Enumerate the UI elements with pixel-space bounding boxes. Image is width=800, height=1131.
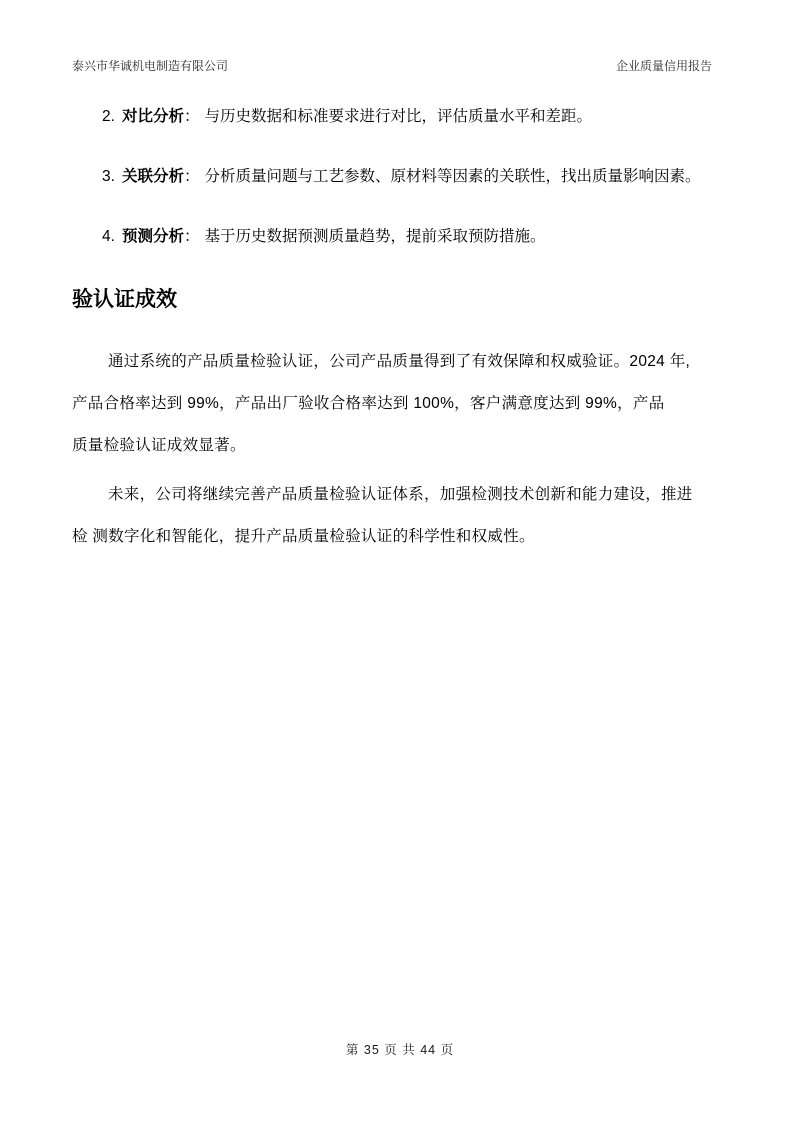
paragraph-future-plans [72,474,712,558]
list-item-correlation-analysis [72,167,712,186]
list-item-number: 3. [102,168,115,185]
page-header [72,58,712,74]
list-item-text: 分析质量问题与工艺参数、原材料等因素的关联性，找出质量影响因素。 [204,168,701,185]
list-item-separator: ： [183,168,200,185]
header-report-title: 企业质量信用报告 [615,59,712,73]
list-item-label: 对比分析 [121,108,184,125]
list-item-comparative-analysis [72,107,712,126]
list-item-predictive-analysis [72,227,712,246]
list-item-separator: ： [183,228,200,245]
list-item-text: 基于历史数据预测质量趋势，提前采取预防措施。 [204,228,546,245]
page-number-indicator: 第 35 页 共 44 页 [345,1043,455,1057]
paragraph-line: 检 测数字化和智能化，提升产品质量检验认证的科学性和权威性。 [72,528,535,545]
page-footer [0,1041,800,1059]
list-item-label: 关联分析 [121,168,184,185]
paragraph-line: 未来，公司将继续完善产品质量检验认证体系，加强检测技术创新和能力建设，推进 [108,486,693,503]
paragraph-line: 产品合格率达到 99%，产品出厂验收合格率达到 100%，客户满意度达到 99%，产品 [72,395,665,412]
paragraph-line: 通过系统的产品质量检验认证，公司产品质量得到了有效保障和权威验证。2024 年, [108,353,691,370]
paragraph-line: 质量检验认证成效显著。 [72,437,246,454]
list-item-number: 4. [102,228,115,245]
list-item-number: 2. [102,108,115,125]
list-item-text: 与历史数据和标准要求进行对比，评估质量水平和差距。 [204,108,592,125]
section-heading: 验认证成效 [72,288,177,311]
list-item-separator: ： [183,108,200,125]
analysis-list [72,107,712,246]
header-company-name: 泰兴市华诚机电制造有限公司 [72,59,229,73]
list-item-label: 预测分析 [121,228,184,245]
paragraph-certification-results [72,341,712,467]
